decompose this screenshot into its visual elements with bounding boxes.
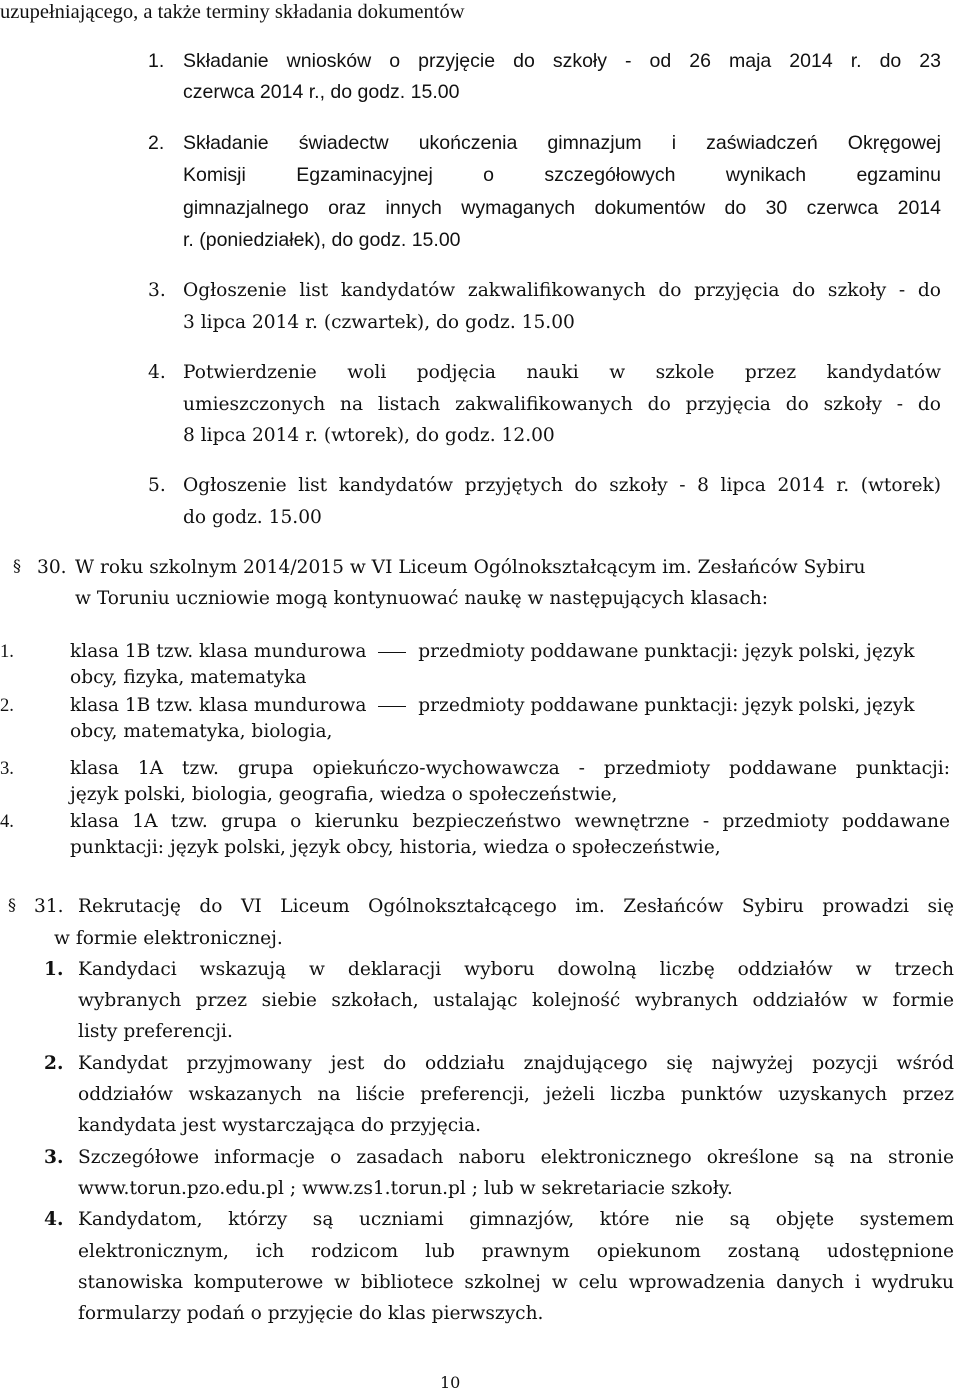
- deadline-number: 5.: [148, 475, 166, 496]
- deadline-line: r. (poniedziałek), do godz. 15.00: [183, 229, 461, 251]
- rule-line: Szczegółowe informacje o zasadach naboru elektronicznego określone są na stronie: [78, 1147, 954, 1168]
- class-subjects: przedmioty poddawane punktacji: język polski, język: [418, 641, 915, 662]
- deadline-line: czerwca 2014 r., do godz. 15.00: [183, 81, 460, 103]
- deadline-line: umieszczonych na listach zakwalifikowanych do przyjęcia do szkoły - do: [183, 394, 941, 415]
- rule-line: listy preferencji.: [78, 1021, 233, 1042]
- section-marker-icon: §: [13, 556, 21, 575]
- rule-line: Kandydaci wskazują w deklaracji wyboru dowolną liczbę oddziałów w trzech: [78, 959, 954, 980]
- rule-line: kandydata jest wystarczająca do przyjęcia.: [78, 1115, 482, 1136]
- dash-icon: [378, 706, 406, 707]
- rule-line: formularzy podań o przyjęcie do klas pierwszych.: [78, 1303, 544, 1324]
- class-line: [70, 640, 914, 664]
- section-line: w Toruniu uczniowie mogą kontynuować naukę w następujących klasach:: [75, 588, 768, 609]
- section-line: Rekrutację do VI Liceum Ogólnokształcącego im. Zesłańców Sybiru prowadzi się: [78, 896, 954, 917]
- class-number: 3.: [0, 758, 14, 779]
- deadline-line: Potwierdzenie woli podjęcia nauki w szkole przez kandydatów: [183, 362, 941, 383]
- class-subjects: przedmioty poddawane punktacji: język polski, język: [418, 695, 915, 716]
- deadline-line: Komisji Egzaminacyjnej o szczegółowych wynikach egzaminu: [183, 164, 941, 186]
- deadline-line: do godz. 15.00: [183, 507, 322, 528]
- section-marker-icon: §: [8, 895, 16, 914]
- rule-number: 4.: [44, 1209, 64, 1230]
- deadline-line: 3 lipca 2014 r. (czwartek), do godz. 15.00: [183, 312, 575, 333]
- rule-line: Kandydat przyjmowany jest do oddziału znajdującego się najwyżej pozycji wśród: [78, 1053, 954, 1074]
- class-line: klasa 1A tzw. grupa opiekuńczo-wychowawcza - przedmioty poddawane punktacji:: [70, 758, 950, 779]
- section-line: W roku szkolnym 2014/2015 w VI Liceum Ogólnokształcącym im. Zesłańców Sybiru: [75, 557, 866, 578]
- rule-line: Kandydatom, którzy są uczniami gimnazjów, które nie są objęte systemem: [78, 1209, 954, 1230]
- rule-line: stanowiska komputerowe w bibliotece szkolnej w celu wprowadzenia danych i wydruku: [78, 1272, 954, 1293]
- dash-icon: [378, 652, 406, 653]
- section-line: w formie elektronicznej.: [54, 928, 283, 949]
- deadline-line: Składanie świadectw ukończenia gimnazjum i zaświadczeń Okręgowej: [183, 132, 941, 154]
- class-number: 1.: [0, 641, 14, 662]
- page-number: 10: [440, 1373, 461, 1392]
- class-name: klasa 1B tzw. klasa mundurowa: [70, 641, 367, 662]
- deadline-line: Ogłoszenie list kandydatów przyjętych do szkoły - 8 lipca 2014 r. (wtorek): [183, 475, 941, 496]
- deadline-line: Ogłoszenie list kandydatów zakwalifikowanych do przyjęcia do szkoły - do: [183, 280, 941, 301]
- deadline-number: 4.: [148, 362, 166, 383]
- class-name: klasa 1B tzw. klasa mundurowa: [70, 695, 367, 716]
- rule-number: 1.: [44, 959, 64, 980]
- deadline-line: 8 lipca 2014 r. (wtorek), do godz. 12.00: [183, 425, 555, 446]
- class-number: 2.: [0, 695, 14, 716]
- section-number: 30.: [37, 557, 67, 578]
- deadline-line: Składanie wniosków o przyjęcie do szkoły - od 26 maja 2014 r. do 23: [183, 50, 941, 72]
- rule-line: elektronicznym, ich rodzicom lub prawnym opiekunom zostaną udostępnione: [78, 1241, 954, 1262]
- class-line: obcy, fizyka, matematyka: [70, 667, 307, 688]
- rule-number: 2.: [44, 1053, 64, 1074]
- rule-line: www.torun.pzo.edu.pl ; www.zs1.torun.pl ; lub w sekretariacie szkoły.: [78, 1178, 733, 1199]
- class-line: [70, 694, 914, 718]
- deadline-number: 2.: [148, 132, 165, 154]
- intro-text: uzupełniającego, a także terminy składania dokumentów: [0, 1, 465, 23]
- section-number: 31.: [34, 896, 64, 917]
- rule-line: oddziałów wskazanych na liście preferencji, jeżeli liczba punktów uzyskanych przez: [78, 1084, 954, 1105]
- class-line: punktacji: język polski, język obcy, historia, wiedza o społeczeństwie,: [70, 837, 721, 858]
- class-number: 4.: [0, 811, 14, 832]
- rule-number: 3.: [44, 1147, 64, 1168]
- class-line: klasa 1A tzw. grupa o kierunku bezpieczeństwo wewnętrzne - przedmioty poddawane: [70, 811, 950, 832]
- class-line: obcy, matematyka, biologia,: [70, 721, 333, 742]
- deadline-number: 1.: [148, 50, 165, 72]
- rule-line: wybranych przez siebie szkołach, ustalając kolejność wybranych oddziałów w formie: [78, 990, 954, 1011]
- class-line: język polski, biologia, geografia, wiedza o społeczeństwie,: [70, 784, 618, 805]
- deadline-number: 3.: [148, 280, 166, 301]
- deadline-line: gimnazjalnego oraz innych wymaganych dokumentów do 30 czerwca 2014: [183, 197, 941, 219]
